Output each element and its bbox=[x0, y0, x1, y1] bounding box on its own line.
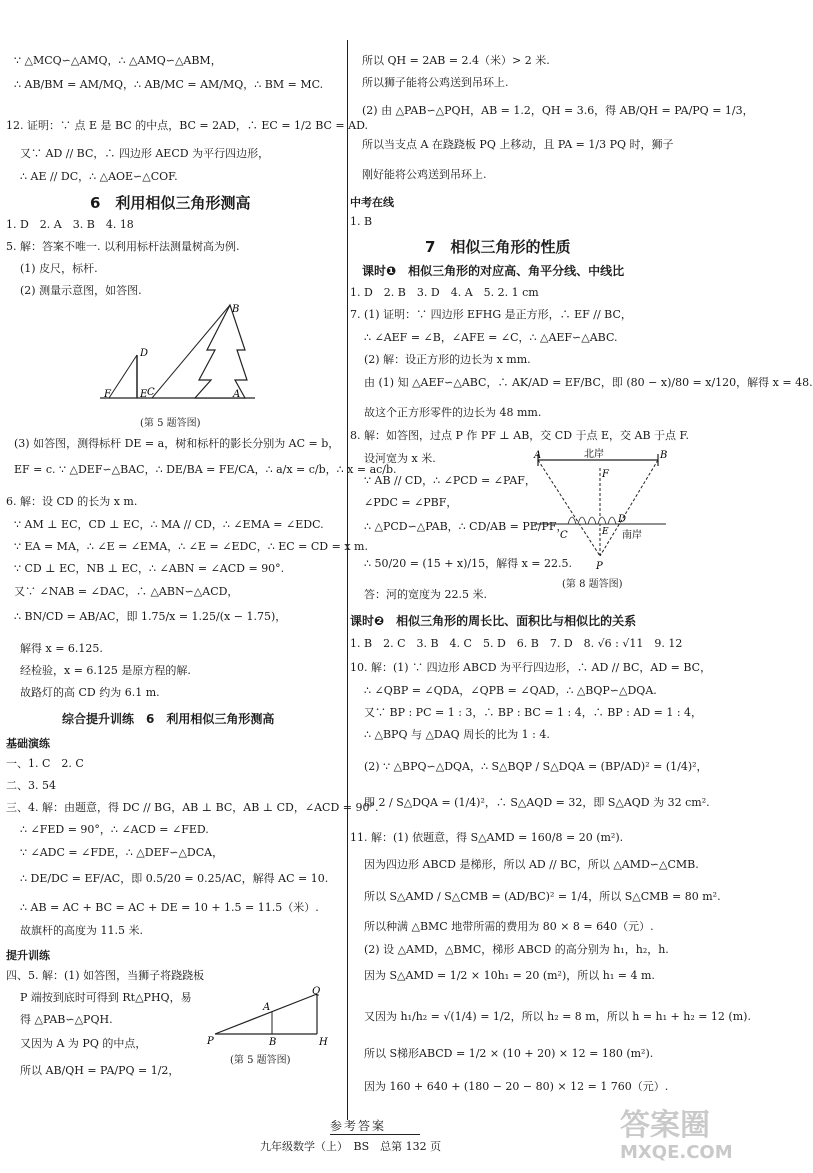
text-line: 设河宽为 x 米. bbox=[364, 452, 436, 465]
text-line: 三、4. 解：由题意，得 DC // BG，AB ⊥ BC，AB ⊥ CD，∠ACD = 90°. bbox=[6, 801, 379, 814]
text-line: 所以狮子能将公鸡送到吊环上. bbox=[362, 76, 509, 89]
lesson-heading: 课时❶ 相似三角形的对应高、角平分线、中线比 bbox=[362, 264, 625, 278]
text-line: 8. 解：如答图，过点 P 作 PF ⊥ AB，交 CD 于点 E，交 AB 于点 F. bbox=[350, 429, 689, 442]
text-line: 刚好能将公鸡送到吊环上. bbox=[362, 168, 487, 181]
text-line: 1. B 2. C 3. B 4. C 5. D 6. B 7. D 8. √6 : √11 9. 12 bbox=[350, 637, 683, 650]
text-line: 一、1. C 2. C bbox=[6, 757, 84, 770]
text-line: ∴ DE/DC = EF/AC，即 0.5/20 = 0.25/AC，解得 AC = 10. bbox=[20, 872, 329, 885]
text-line: ∵ ∠ADC = ∠FDE，∴ △DEF∽△DCA， bbox=[20, 846, 224, 859]
tree-measurement-figure bbox=[95, 300, 265, 410]
text-line: 7. (1) 证明：∵ 四边形 EFHG 是正方形，∴ EF // BC， bbox=[350, 308, 632, 321]
svg-text:P: P bbox=[596, 561, 603, 572]
footer-rule bbox=[330, 1134, 420, 1135]
text-line: 又∵ AD // BC，∴ 四边形 AECD 为平行四边形， bbox=[20, 147, 270, 160]
subsection-heading: 基础演练 bbox=[6, 737, 50, 750]
text-line: (2) ∵ △BPQ∽△DQA，∴ S△BQP / S△DQA = (BP/AD)² = (1/4)²， bbox=[364, 760, 708, 773]
column-divider bbox=[347, 40, 348, 1120]
svg-text:P: P bbox=[207, 1036, 214, 1047]
text-line: 即 2 / S△DQA = (1/4)²，∴ S△AQD = 32，即 S△AQD 为 32 cm². bbox=[364, 796, 710, 809]
svg-text:E: E bbox=[602, 527, 609, 537]
svg-text:C: C bbox=[147, 387, 155, 398]
text-line: 四、5. 解：(1) 如答图，当狮子将跷跷板 bbox=[6, 969, 205, 982]
text-line: ∴ △BPQ 与 △DAQ 周长的比为 1 : 4. bbox=[364, 728, 550, 741]
text-line: 得 △PAB∽△PQH. bbox=[20, 1013, 113, 1026]
section-heading: 综合提升训练 6 利用相似三角形测高 bbox=[62, 712, 275, 726]
figure-caption: (第 5 题答图) bbox=[140, 418, 201, 429]
text-line: 因为 S△AMD = 1/2 × 10h₁ = 20 (m²)，所以 h₁ = 4 m. bbox=[364, 969, 655, 982]
text-line: ∵ EA = MA，∴ ∠E = ∠EMA，∴ ∠E = ∠EDC，∴ EC = CD = x m. bbox=[14, 540, 368, 553]
text-line: 因为 160 + 640 + (180 − 20 − 80) × 12 = 1 760（元）. bbox=[364, 1080, 669, 1093]
text-line: 1. B bbox=[350, 215, 373, 228]
text-line: 故旗杆的高度为 11.5 米. bbox=[20, 924, 143, 937]
svg-text:B: B bbox=[660, 450, 668, 461]
svg-text:D: D bbox=[140, 348, 149, 359]
text-line: ∴ ∠AEF = ∠B，∠AFE = ∠C，∴ △AEF∽△ABC. bbox=[364, 331, 618, 344]
svg-text:Q: Q bbox=[312, 986, 321, 997]
svg-text:A: A bbox=[263, 1002, 271, 1013]
svg-text:A: A bbox=[534, 450, 542, 461]
text-line: ∴ AE // DC，∴ △AOE∽△COF. bbox=[20, 170, 178, 183]
text-line: 因为四边形 ABCD 是梯形，所以 AD // BC，所以 △AMD∽△CMB. bbox=[364, 858, 699, 871]
text-line: 1. D 2. A 3. B 4. 18 bbox=[6, 218, 134, 231]
text-line: EF = c. ∵ △DEF∽△BAC，∴ DE/BA = FE/CA，∴ a/x = c/b，∴ x = ac/b. bbox=[14, 463, 397, 476]
north-bank-label: 北岸 bbox=[584, 449, 604, 460]
text-line: 所以 S△AMD / S△CMB = (AD/BC)² = 1/4，所以 S△CMB = 80 m². bbox=[364, 890, 721, 903]
text-line: ∵ △MCQ∽△AMQ，∴ △AMQ∽△ABM， bbox=[14, 54, 222, 67]
text-line: ∴ BN/CD = AB/AC，即 1.75/x = 1.25/(x − 1.75)， bbox=[14, 610, 287, 623]
svg-text:C: C bbox=[560, 530, 568, 541]
south-bank-label: 南岸 bbox=[622, 530, 642, 541]
text-line: ∴ ∠QBP = ∠QDA，∠QPB = ∠QAD，∴ △BQP∽△DQA. bbox=[364, 684, 657, 697]
text-line: ∴ ∠FED = 90°，∴ ∠ACD = ∠FED. bbox=[20, 823, 209, 836]
watermark-line: MXQE.COM bbox=[620, 1142, 733, 1163]
svg-text:B: B bbox=[232, 304, 240, 315]
text-line: 又因为 h₁/h₂ = √(1/4) = 1/2，所以 h₂ = 8 m，所以 h = h₁ + h₂ = 12 (m). bbox=[364, 1010, 751, 1023]
text-line: 所以 S梯形ABCD = 1/2 × (10 + 20) × 12 = 180 (m²). bbox=[364, 1047, 654, 1060]
seesaw-figure bbox=[205, 988, 335, 1048]
text-line: (2) 由 △PAB∽△PQH，AB = 1.2，QH = 3.6，得 AB/QH = PA/PQ = 1/3， bbox=[362, 104, 754, 117]
footer-title: 参考答案 bbox=[330, 1119, 387, 1133]
text-line: (2) 设 △AMD，△BMC，梯形 ABCD 的高分别为 h₁，h₂，h. bbox=[364, 943, 669, 956]
text-line: 答：河的宽度为 22.5 米. bbox=[364, 588, 487, 601]
text-line: 经检验，x = 6.125 是原方程的解. bbox=[20, 664, 191, 677]
section-heading: 6 利用相似三角形测高 bbox=[90, 194, 251, 212]
text-line: 由 (1) 知 △AEF∽△ABC，∴ AK/AD = EF/BC，即 (80 − x)/80 = x/120，解得 x = 48. bbox=[364, 376, 813, 389]
figure-caption: (第 5 题答图) bbox=[230, 1055, 291, 1066]
svg-text:E: E bbox=[140, 389, 148, 400]
svg-text:F: F bbox=[602, 469, 609, 480]
figure-caption: (第 8 题答图) bbox=[562, 579, 623, 590]
footer-text: 九年级数学（上） BS 总第 132 页 bbox=[260, 1140, 442, 1153]
watermark-line: 答案圈 bbox=[620, 1108, 710, 1143]
svg-text:B: B bbox=[269, 1037, 277, 1048]
text-line: 故路灯的高 CD 约为 6.1 m. bbox=[20, 686, 160, 699]
watermark-logo bbox=[620, 1100, 745, 1170]
text-line: 所以 AB/QH = PA/PQ = 1/2， bbox=[20, 1064, 180, 1077]
text-line: 二、3. 54 bbox=[6, 779, 56, 792]
subsection-heading: 中考在线 bbox=[350, 196, 394, 209]
text-line: ∴ AB/BM = AM/MQ，∴ AB/MC = AM/MQ，∴ BM = MC. bbox=[14, 78, 324, 91]
text-line: 故这个正方形零件的边长为 48 mm. bbox=[364, 406, 542, 419]
text-line: 所以 QH = 2AB = 2.4（米）> 2 米. bbox=[362, 54, 550, 67]
text-line: ∴ AB = AC + BC = AC + DE = 10 + 1.5 = 11.5（米）. bbox=[20, 901, 319, 914]
text-line: 又∵ ∠NAB = ∠DAC，∴ △ABN∽△ACD， bbox=[14, 585, 239, 598]
svg-text:A: A bbox=[233, 389, 241, 400]
svg-text:D: D bbox=[618, 514, 627, 525]
text-line: 12. 证明：∵ 点 E 是 BC 的中点，BC = 2AD，∴ EC = 1/2 BC = AD. bbox=[6, 119, 369, 132]
text-line: ∵ CD ⊥ EC，NB ⊥ EC，∴ ∠ABN = ∠ACD = 90°. bbox=[14, 562, 285, 575]
text-line: 所以当支点 A 在跷跷板 PQ 上移动，且 PA = 1/3 PQ 时，狮子 bbox=[362, 138, 674, 151]
text-line: ∵ AM ⊥ EC，CD ⊥ EC，∴ MA // CD，∴ ∠EMA = ∠EDC. bbox=[14, 518, 324, 531]
text-line: 又∵ BP : PC = 1 : 3，∴ BP : BC = 1 : 4，∴ BP : AD = 1 : 4， bbox=[364, 706, 703, 719]
text-line: 5. 解：答案不唯一. 以利用标杆法测量树高为例. bbox=[6, 240, 240, 253]
text-line: (2) 解：设正方形的边长为 x mm. bbox=[364, 353, 531, 366]
text-line: (2) 测量示意图，如答图. bbox=[20, 284, 142, 297]
text-line: 10. 解：(1) ∵ 四边形 ABCD 为平行四边形，∴ AD // BC，AD = BC， bbox=[350, 661, 712, 674]
text-line: (3) 如答图，测得标杆 DE = a，树和标杆的影长分别为 AC = b， bbox=[14, 437, 340, 450]
text-line: 6. 解：设 CD 的长为 x m. bbox=[6, 495, 138, 508]
text-line: ∵ AB // CD，∴ ∠PCD = ∠PAF， bbox=[364, 474, 536, 487]
text-line: 所以种满 △BMC 地带所需的费用为 80 × 8 = 640（元）. bbox=[364, 920, 654, 933]
text-line: (1) 皮尺，标杆. bbox=[20, 262, 98, 275]
text-line: 又因为 A 为 PQ 的中点， bbox=[20, 1037, 147, 1050]
svg-text:F: F bbox=[104, 389, 111, 400]
svg-text:H: H bbox=[319, 1037, 328, 1048]
text-line: ∠PDC = ∠PBF， bbox=[364, 496, 458, 509]
text-line: ∴ 50/20 = (15 + x)/15，解得 x = 22.5. bbox=[364, 557, 573, 570]
text-line: 解得 x = 6.125. bbox=[20, 642, 103, 655]
section-heading: 7 相似三角形的性质 bbox=[425, 238, 571, 256]
text-line: 1. D 2. B 3. D 4. A 5. 2. 1 cm bbox=[350, 286, 539, 299]
text-line: P 端按到底时可得到 Rt△PHQ，易 bbox=[20, 991, 192, 1004]
text-line: ∴ △PCD∽△PAB，∴ CD/AB = PE/PF， bbox=[364, 520, 568, 533]
river-width-figure bbox=[532, 446, 670, 574]
subsection-heading: 提升训练 bbox=[6, 949, 50, 962]
text-line: 11. 解：(1) 依题意，得 S△AMD = 160/8 = 20 (m²). bbox=[350, 831, 624, 844]
lesson-heading: 课时❷ 相似三角形的周长比、面积比与相似比的关系 bbox=[350, 614, 637, 628]
